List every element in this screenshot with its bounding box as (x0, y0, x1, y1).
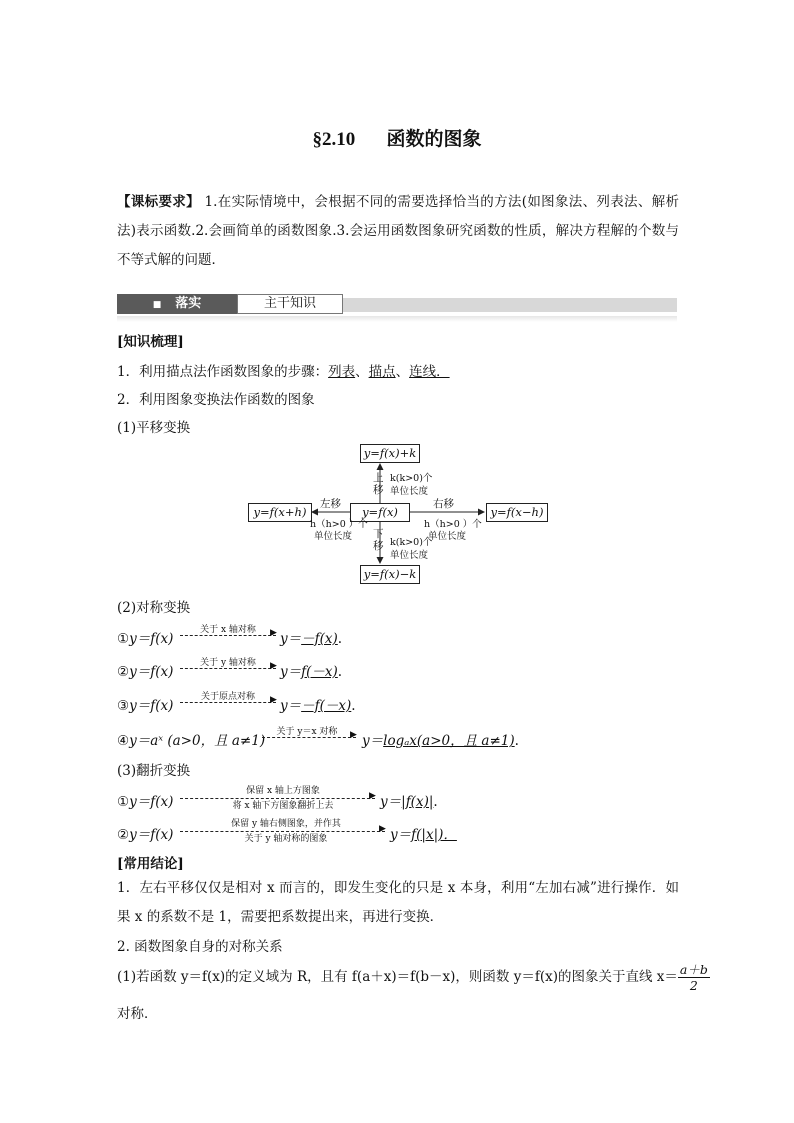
step-list: 列表 (328, 364, 356, 380)
arrow-head-5: ▶ (369, 791, 376, 801)
flip-heading: (3)翻折变换 (117, 763, 191, 779)
arrow-head-1: ▶ (270, 628, 277, 638)
box-bottom: y=f(x)−k (360, 565, 420, 584)
requirements-text: 1.在实际情境中，会根据不同的需要选择恰当的方法(如图象法、列表法、解析法)表示函数.2.会画简单的函数图象.3.会运用函数图象研究函数的性质，解决方程解的个数与不等式解的问题． (117, 194, 680, 268)
conclusion-2: 2. 函数图象自身的对称关系 (117, 939, 283, 955)
flip-row-2: ②y＝f(x) (117, 827, 174, 843)
section-banner (117, 294, 677, 316)
flip-arrow-1-label-top: 保留 x 轴上方图象 (246, 786, 320, 796)
label-up-desc-2: 单位长度 (390, 486, 429, 497)
banner-left: ■ 落实 (117, 294, 237, 314)
label-left-desc-1: h（h>0 ）个 (310, 519, 368, 530)
conclusion-3 (117, 962, 710, 993)
box-left: y=f(x+h) (248, 503, 312, 522)
knowledge-item-1: 1．利用描点法作函数图象的步骤：列表、描点、连线． (117, 364, 450, 380)
symmetry-row-1: ①y＝f(x) (117, 631, 174, 647)
symmetry-result-3: y＝－f(－x). (280, 698, 356, 714)
banner-shadow (117, 316, 677, 322)
label-right-move: 右移 (433, 498, 454, 510)
symmetry-result-4: y＝logₐx(a>0，且 a≠1). (362, 733, 519, 749)
symmetry-heading: (2)对称变换 (117, 600, 191, 616)
translation-diagram (240, 440, 560, 588)
arrow-head-6: ▶ (379, 824, 386, 834)
symmetry-arrow-4-label: 关于 y＝x 对称 (276, 727, 338, 737)
flip-arrow-2-label-bottom: 关于 y 轴对称的图象 (244, 834, 328, 844)
conclusions-heading: [常用结论] (117, 856, 184, 872)
knowledge-heading: [知识梳理] (117, 334, 184, 350)
symmetry-arrow-3-label: 关于原点对称 (200, 692, 255, 702)
step-plot: 描点 (368, 364, 396, 380)
square-icon: ■ (152, 300, 162, 310)
flip-row-1: ①y＝f(x) (117, 794, 174, 810)
dashed-arrow-5 (180, 798, 375, 799)
conclusion-1: 1．左右平移仅仅是相对 x 而言的，即发生变化的只是 x 本身，利用“左加右减”进行操作．如果 x 的系数不是 1，需要把系数提出来，再进行变换． (117, 880, 679, 925)
arrow-head-2: ▶ (270, 661, 277, 671)
symmetry-row-2: ②y＝f(x) (117, 664, 174, 680)
label-left-move: 左移 (320, 498, 341, 510)
label-down-desc-2: 单位长度 (390, 550, 429, 561)
banner-right: 主干知识 (237, 294, 343, 314)
label-right-desc-1: h（h>0 ）个 (424, 519, 482, 530)
flip-result-1: y＝|f(x)|. (380, 794, 438, 810)
fraction-a-plus-b-over-2: $\frac{a+b}{2}$ (679, 962, 708, 993)
section-title: 函数的图象 (386, 128, 482, 150)
dashed-arrow-3 (180, 702, 276, 703)
dashed-arrow-4 (262, 737, 356, 738)
dashed-arrow-6 (180, 831, 385, 832)
label-down-desc-1: k(k>0)个 (390, 537, 433, 548)
label-up-move: 上移 (373, 472, 384, 496)
step-connect: 连线． (409, 364, 450, 380)
box-top: y=f(x)+k (360, 444, 420, 463)
flip-arrow-2-label-top: 保留 y 轴右侧图象，并作其 (231, 819, 341, 829)
label-left-desc-2: 单位长度 (314, 531, 353, 542)
arrow-head-4: ▶ (350, 730, 357, 740)
symmetry-arrow-1-label: 关于 x 轴对称 (200, 625, 256, 635)
symmetry-row-3: ③y＝f(x) (117, 698, 174, 714)
label-right-desc-2: 单位长度 (428, 531, 467, 542)
arrow-head-3: ▶ (270, 695, 277, 705)
label-down-move: 下移 (373, 528, 384, 552)
symmetry-result-2: y＝f(－x). (280, 664, 343, 680)
requirements-tag: 【课标要求】 (117, 194, 200, 210)
label-up-desc-1: k(k>0)个 (390, 473, 433, 484)
box-center: y=f(x) (350, 503, 410, 522)
dashed-arrow-1 (180, 635, 276, 636)
symmetry-row-4: ④y＝aˣ (a>0，且 a≠1) (117, 733, 266, 749)
page-title (0, 124, 794, 151)
knowledge-item-2: 2．利用图象变换法作函数的图象 (117, 392, 315, 408)
translation-heading: (1)平移变换 (117, 420, 191, 436)
curriculum-requirements (117, 188, 679, 275)
section-number: §2.10 (312, 129, 356, 150)
flip-arrow-1-label-bottom: 将 x 轴下方图象翻折上去 (232, 801, 334, 811)
symmetry-result-1: y＝－f(x). (280, 631, 343, 647)
dashed-arrow-2 (180, 668, 276, 669)
flip-result-2: y＝f(|x|)． (390, 827, 457, 843)
conclusion-3-end: 对称． (117, 1006, 158, 1022)
box-right: y=f(x−h) (486, 503, 548, 522)
conclusion-3-text: (1)若函数 y＝f(x)的定义域为 R，且有 f(a＋x)＝f(b－x)，则函数 y＝f(x)的图象关于直线 x＝ (117, 969, 678, 985)
symmetry-arrow-2-label: 关于 y 轴对称 (200, 658, 256, 668)
